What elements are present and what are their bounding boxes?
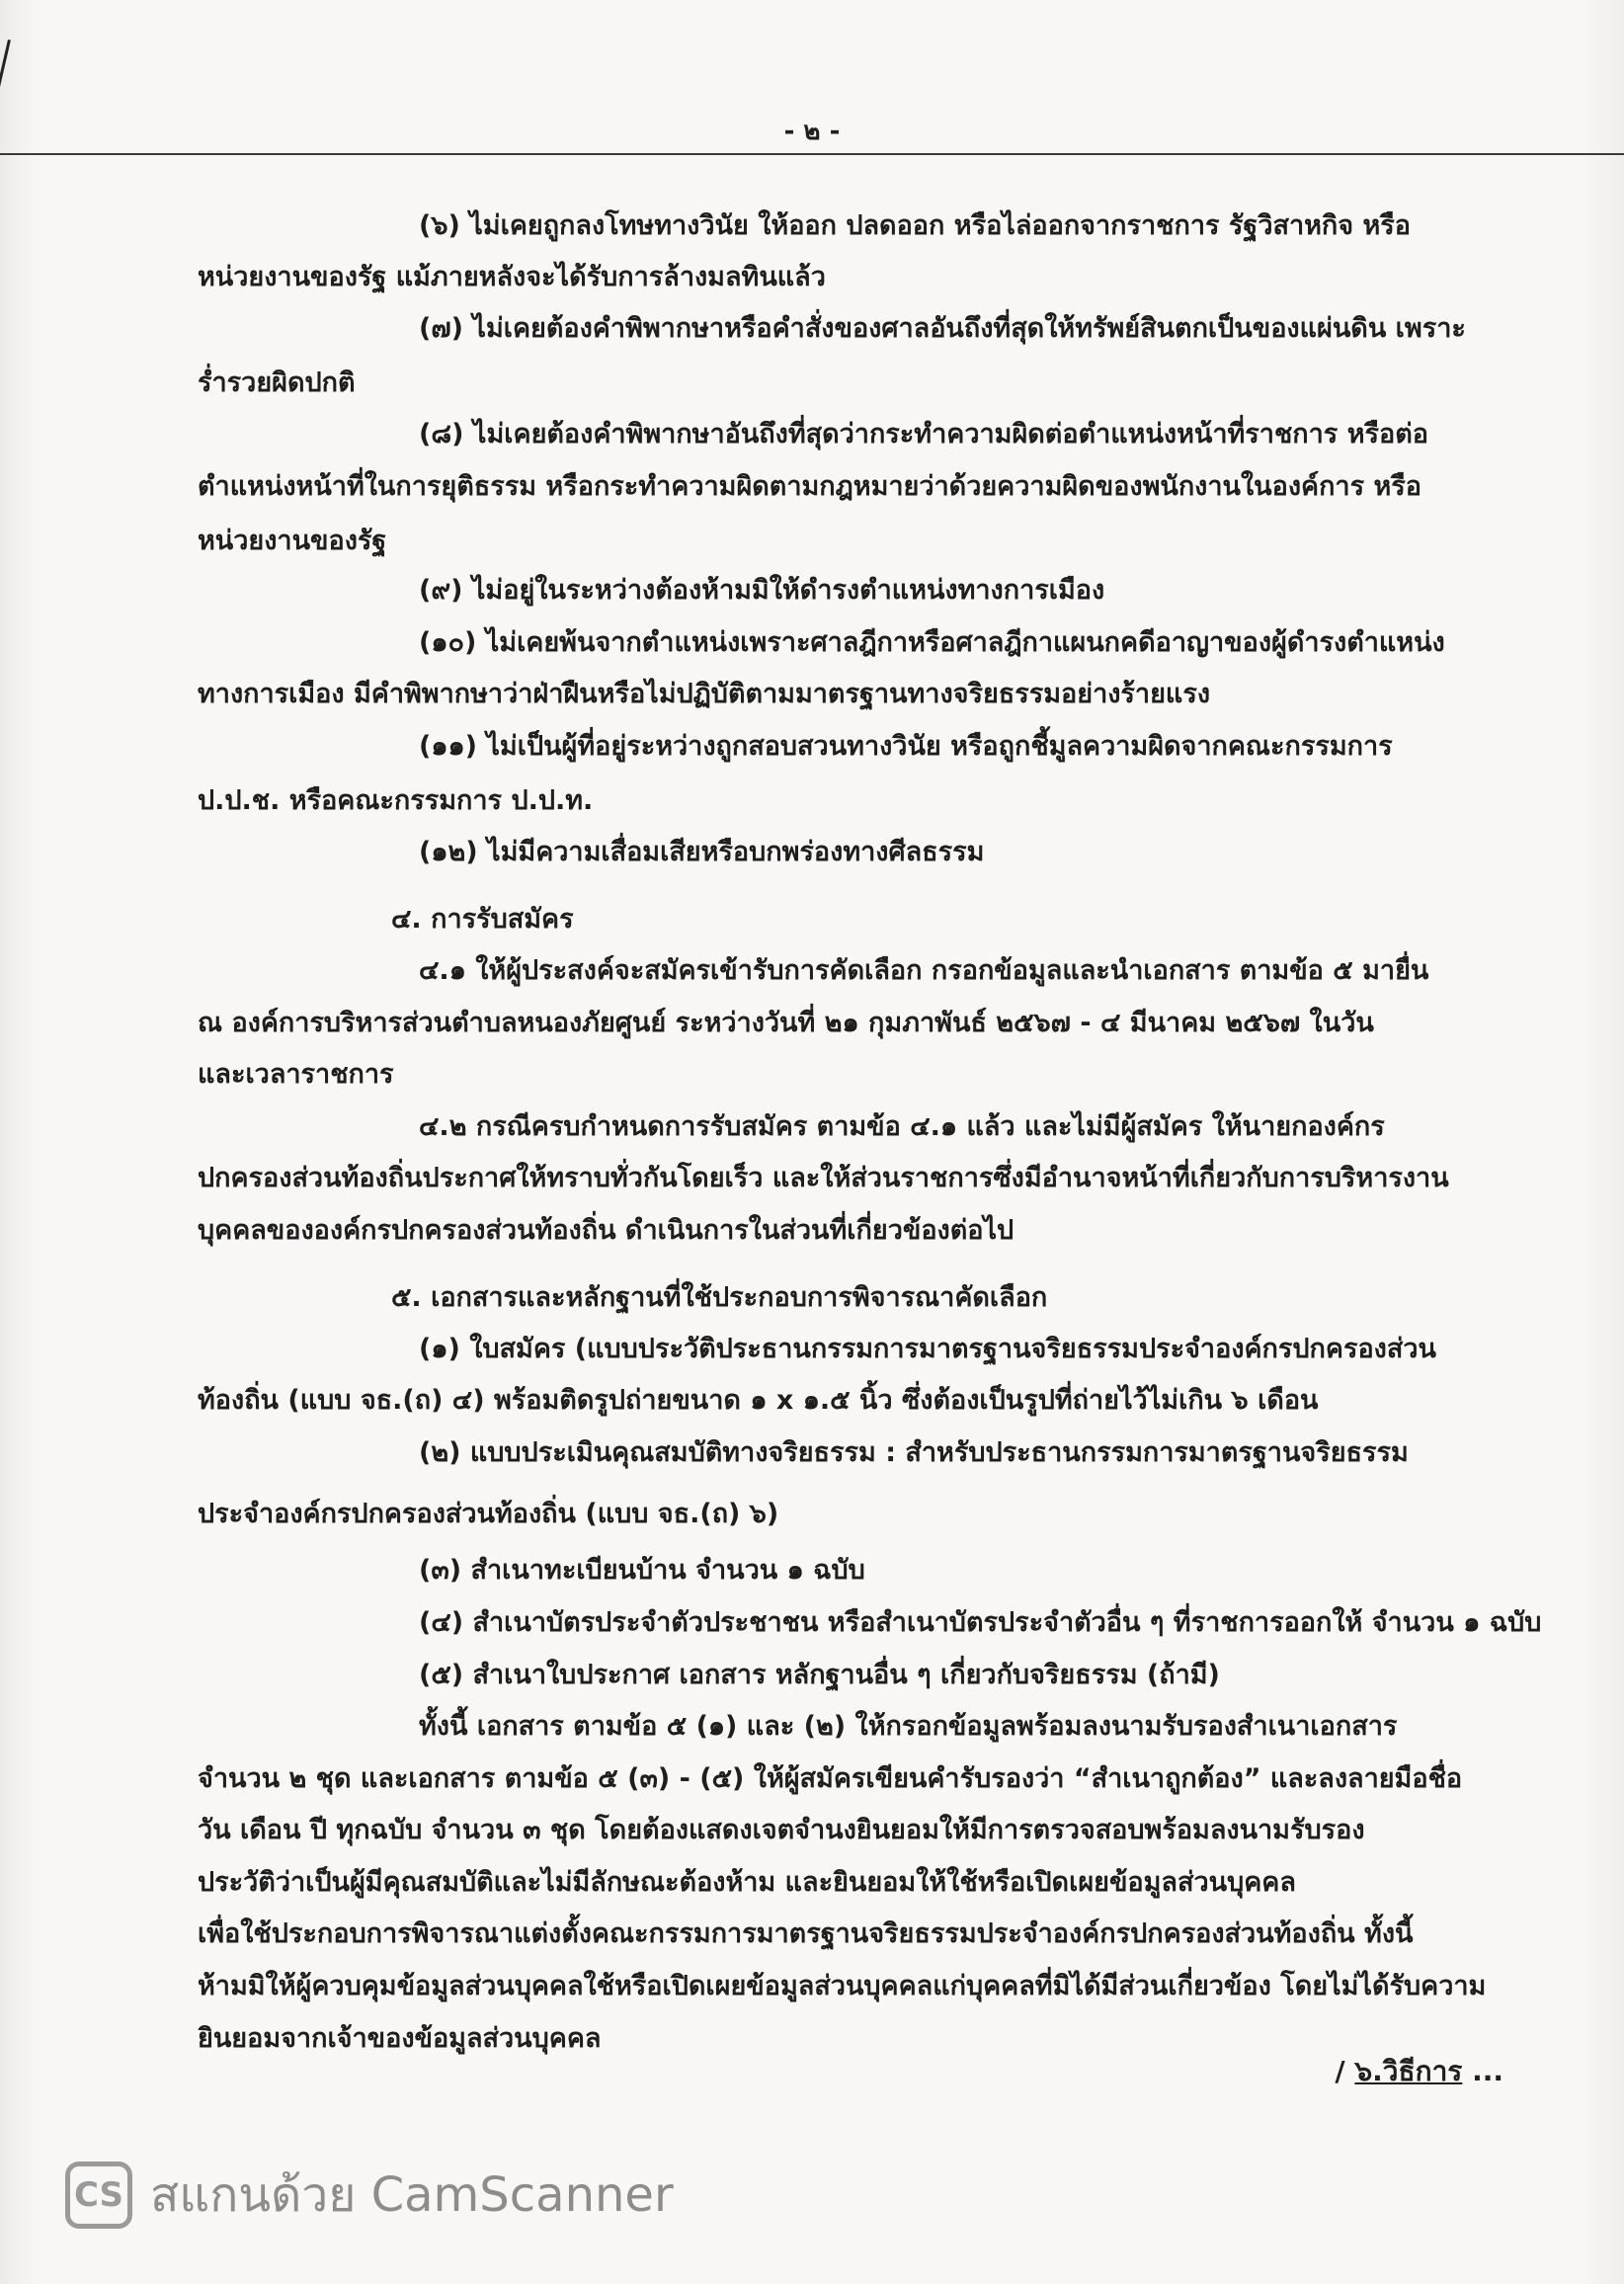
text-line: (๖) ไม่เคยถูกลงโทษทางวินัย ให้ออก ปลดออก หรือไล่ออกจากราชการ รัฐวิสาหกิจ หรือ xyxy=(419,210,1411,241)
text-line: (๔) สำเนาบัตรประจำตัวประชาชน หรือสำเนาบัตรประจำตัวอื่น ๆ ที่ราชการออกให้ จำนวน ๑ ฉบับ xyxy=(419,1607,1542,1638)
text-line: ปกครองส่วนท้องถิ่นประกาศให้ทราบทั่วกันโดยเร็ว และให้ส่วนราชการซึ่งมีอำนาจหน้าที่เกี่ยวกับการบริหารงาน xyxy=(198,1163,1449,1193)
text-line: ประวัติว่าเป็นผู้มีคุณสมบัติและไม่มีลักษณะต้องห้าม และยินยอมให้ใช้หรือเปิดเผยข้อมูลส่วนบุคคล xyxy=(198,1867,1296,1898)
text-line: และเวลาราชการ xyxy=(198,1059,394,1090)
footer-slash: / xyxy=(1335,2055,1345,2087)
page-number: - ๒ - xyxy=(783,117,841,146)
text-line: (๙) ไม่อยู่ในระหว่างต้องห้ามมิให้ดำรงตำแหน่งทางการเมือง xyxy=(419,575,1105,606)
next-page-reference xyxy=(1335,2050,1503,2093)
section-heading: ๕. เอกสารและหลักฐานที่ใช้ประกอบการพิจารณาคัดเลือก xyxy=(391,1282,1048,1313)
text-line: วัน เดือน ปี ทุกฉบับ จำนวน ๓ ชุด โดยต้องแสดงเจตจำนงยินยอมให้มีการตรวจสอบพร้อมลงนามรับรอง xyxy=(198,1815,1365,1845)
text-line: ตำแหน่งหน้าที่ในการยุติธรรม หรือกระทำความผิดตามกฎหมายว่าด้วยความผิดของพนักงานในองค์การ หรือ xyxy=(198,471,1422,502)
text-line: (๕) สำเนาใบประกาศ เอกสาร หลักฐานอื่น ๆ เกี่ยวกับจริยธรรม (ถ้ามี) xyxy=(419,1660,1220,1690)
text-line: เพื่อใช้ประกอบการพิจารณาแต่งตั้งคณะกรรมการมาตรฐานจริยธรรมประจำองค์กรปกครองส่วนท้องถิ่น ทั้งนี้ xyxy=(198,1918,1414,1949)
text-line: (๑) ใบสมัคร (แบบประวัติประธานกรรมการมาตรฐานจริยธรรมประจำองค์กรปกครองส่วน xyxy=(419,1334,1436,1364)
text-line: (๑๐) ไม่เคยพ้นจากตำแหน่งเพราะศาลฎีกาหรือศาลฎีกาแผนกคดีอาญาของผู้ดำรงตำแหน่ง xyxy=(419,627,1445,658)
text-line: ยินยอมจากเจ้าของข้อมูลส่วนบุคคล xyxy=(198,2023,602,2054)
footer-ellipsis: ... xyxy=(1472,2055,1503,2087)
text-line: (๘) ไม่เคยต้องคำพิพากษาอันถึงที่สุดว่ากระทำความผิดต่อตำแหน่งหน้าที่ราชการ หรือต่อ xyxy=(419,419,1428,449)
text-line: ณ องค์การบริหารส่วนตำบลหนองภัยศูนย์ ระหว่างวันที่ ๒๑ กุมภาพันธ์ ๒๕๖๗ - ๔ มีนาคม ๒๕๖๗ ในวัน xyxy=(198,1008,1374,1038)
section-heading: ๔. การรับสมัคร xyxy=(391,904,574,935)
text-line: (๗) ไม่เคยต้องคำพิพากษาหรือคำสั่งของศาลอันถึงที่สุดให้ทรัพย์สินตกเป็นของแผ่นดิน เพราะ xyxy=(419,313,1466,344)
text-line: หน่วยงานของรัฐ xyxy=(198,526,387,556)
text-line: บุคคลขององค์กรปกครองส่วนท้องถิ่น ดำเนินการในส่วนที่เกี่ยวข้องต่อไป xyxy=(198,1215,1015,1246)
text-line: (๑๒) ไม่มีความเสื่อมเสียหรือบกพร่องทางศีลธรรม xyxy=(419,837,985,867)
next-section-label: ๖.วิธีการ xyxy=(1354,2055,1463,2087)
text-line: (๒) แบบประเมินคุณสมบัติทางจริยธรรม : สำหรับประธานกรรมการมาตรฐานจริยธรรม xyxy=(419,1437,1409,1468)
watermark-text: สแกนด้วย CamScanner xyxy=(150,2167,674,2223)
text-line: ทั้งนี้ เอกสาร ตามข้อ ๕ (๑) และ (๒) ให้กรอกข้อมูลพร้อมลงนามรับรองสำเนาเอกสาร xyxy=(419,1711,1398,1742)
text-line: หน่วยงานของรัฐ แม้ภายหลังจะได้รับการล้างมลทินแล้ว xyxy=(198,262,826,292)
text-line: ๔.๑ ให้ผู้ประสงค์จะสมัครเข้ารับการคัดเลือก กรอกข้อมูลและนำเอกสาร ตามข้อ ๕ มายื่น xyxy=(419,955,1429,986)
text-line: ทางการเมือง มีคำพิพากษาว่าฝ่าฝืนหรือไม่ปฏิบัติตามมาตรฐานทางจริยธรรมอย่างร้ายแรง xyxy=(198,679,1210,709)
text-line: จำนวน ๒ ชุด และเอกสาร ตามข้อ ๕ (๓) - (๕) ให้ผู้สมัครเขียนคำรับรองว่า “สำเนาถูกต้อง” และลงลายมือชื่อ xyxy=(198,1763,1463,1794)
text-line: ท้องถิ่น (แบบ จธ.(ถ) ๔) พร้อมติดรูปถ่ายขนาด ๑ x ๑.๕ นิ้ว ซึ่งต้องเป็นรูปที่ถ่ายไว้ไม่เกิน ๖ เดือน xyxy=(198,1385,1319,1416)
text-line: (๓) สำเนาทะเบียนบ้าน จำนวน ๑ ฉบับ xyxy=(419,1555,865,1586)
camscanner-watermark xyxy=(65,2160,674,2231)
text-line: (๑๑) ไม่เป็นผู้ที่อยู่ระหว่างถูกสอบสวนทางวินัย หรือถูกชี้มูลความผิดจากคณะกรรมการ xyxy=(419,731,1393,762)
text-line: ๔.๒ กรณีครบกำหนดการรับสมัคร ตามข้อ ๔.๑ แล้ว และไม่มีผู้สมัคร ให้นายกองค์กร xyxy=(419,1111,1385,1142)
camscanner-logo-icon: CS xyxy=(65,2162,132,2229)
text-line: ประจำองค์กรปกครองส่วนท้องถิ่น (แบบ จธ.(ถ) ๖) xyxy=(198,1499,779,1529)
text-line: ร่ำรวยผิดปกติ xyxy=(198,367,356,398)
text-line: ป.ป.ช. หรือคณะกรรมการ ป.ป.ท. xyxy=(198,785,594,816)
text-line: ห้ามมิให้ผู้ควบคุมข้อมูลส่วนบุคคลใช้หรือเปิดเผยข้อมูลส่วนบุคคลแก่บุคคลที่มิได้มีส่วนเกี่ยวข้อง โดยไม่ได้รับความ xyxy=(198,1971,1487,2001)
